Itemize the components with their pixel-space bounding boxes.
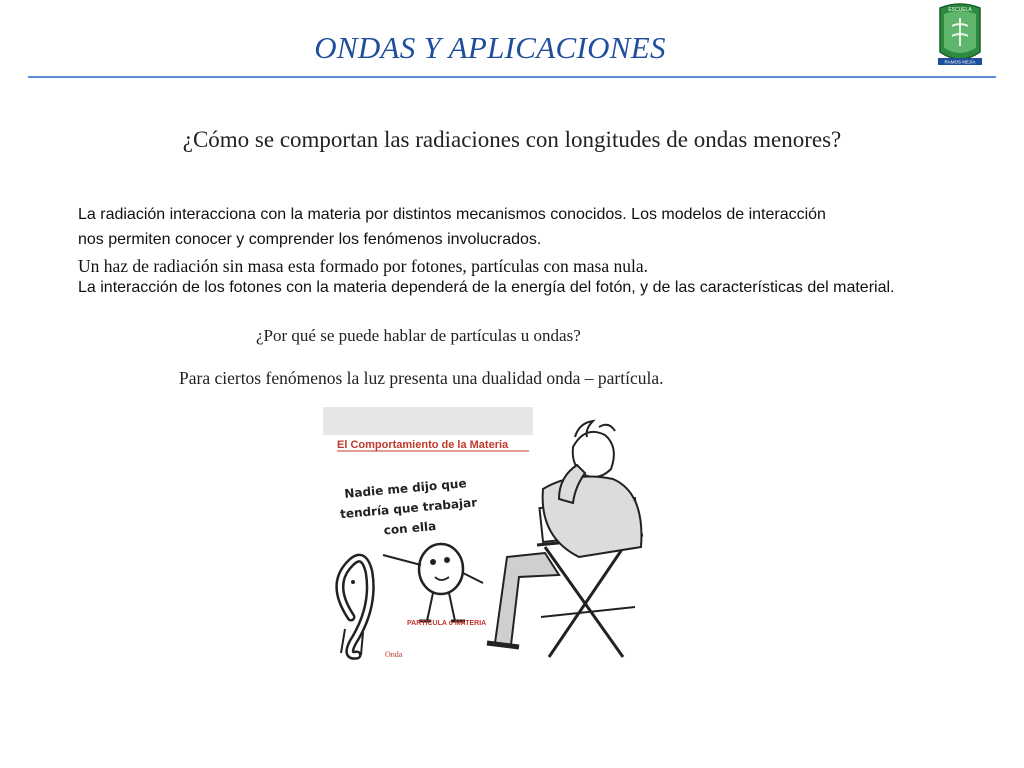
speech-line-1: Nadie me dijo que [343,476,468,501]
paragraph-line-4: La interacción de los fotones con la materia dependerá de la energía del fotón, y de las características del material. [78,279,895,296]
speech-line-3: con ella [383,518,437,538]
duality-statement: Para ciertos fenómenos la luz presenta una dualidad onda – partícula. [179,368,664,388]
main-question: ¿Cómo se comportan las radiaciones con longitudes de ondas menores? [182,127,842,152]
page-title: ONDAS Y APLICACIONES [314,30,666,65]
speech-line-2: tendría que trabajar [339,495,478,522]
paragraph-line-3: Un haz de radiación sin masa esta formado por fotones, partículas con masa nula. [78,256,649,276]
paragraph-line-2: nos permiten conocer y comprender los fenómenos involucrados. [78,231,542,248]
schrodinger-cartoon [323,407,661,669]
cartoon-banner: El Comportamiento de la Materia [337,439,509,451]
paragraph-line-1: La radiación interacciona con la materia por distintos mecanismos conocidos. Los modelos de interacción [78,206,826,223]
logo-text-bottom: RAMOS MEJÍA [944,59,976,65]
particle-label: PARTICULA o MATERIA [407,620,487,627]
title-divider [28,76,996,78]
secondary-question: ¿Por qué se puede hablar de partículas u ondas? [256,326,581,345]
logo-text-top: ESCUELA [948,7,972,13]
wave-label: Onda [385,650,403,659]
school-crest-icon [936,2,984,66]
